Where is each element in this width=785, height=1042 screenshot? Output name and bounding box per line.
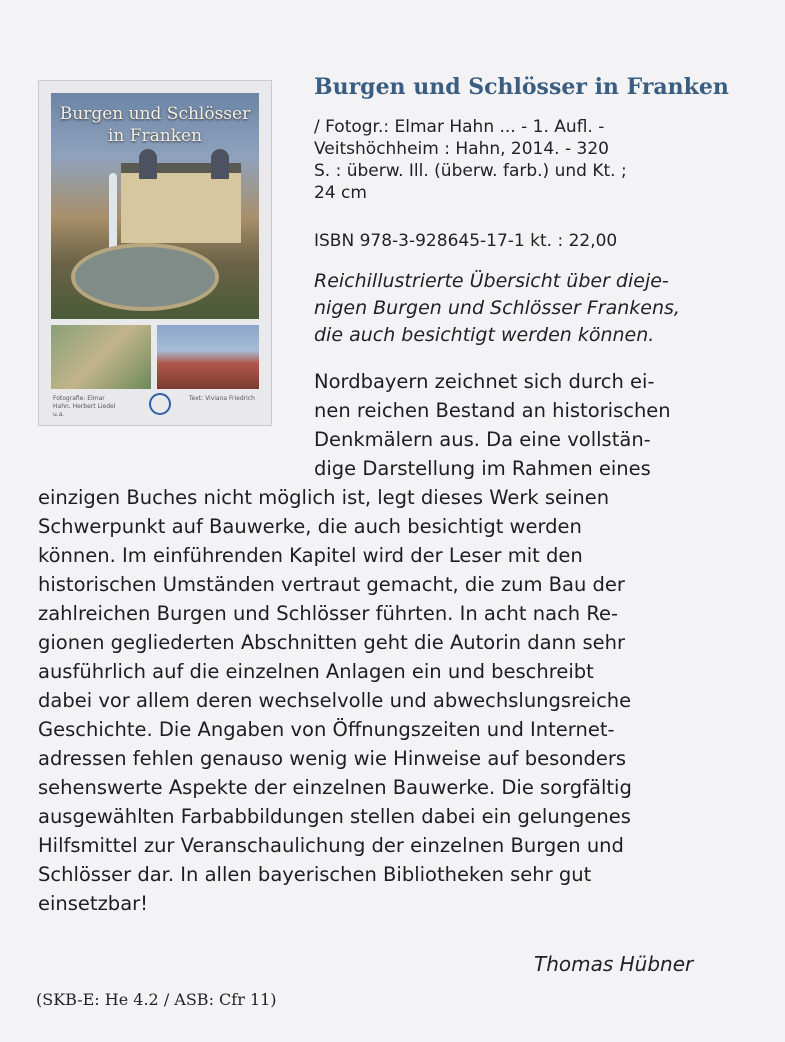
publisher-logo-icon bbox=[149, 393, 171, 415]
book-title: Burgen und Schlösser in Franken bbox=[314, 74, 729, 100]
cover-credit-text: Text: Viviana Friedrich bbox=[189, 395, 255, 402]
review-line: dige Darstellung im Rahmen eines bbox=[314, 457, 651, 480]
review-line: Geschichte. Die Angaben von Öffnungszeiten und Internet- bbox=[38, 718, 615, 741]
book-abstract: Reichillustrierte Übersicht über dieje- nigen Burgen und Schlösser Frankens, die auch besichtigt werden können. bbox=[314, 270, 680, 346]
review-line: adressen fehlen genauso wenig wie Hinweise auf besonders bbox=[38, 747, 627, 770]
review-line: ausführlich auf die einzelnen Anlagen ein und beschreibt bbox=[38, 660, 594, 683]
isbn-price: ISBN 978-3-928645-17-1 kt. : 22,00 bbox=[314, 231, 618, 251]
review-line: können. Im einführenden Kapitel wird der Leser mit den bbox=[38, 544, 583, 567]
review-line: Denkmälern aus. Da eine vollstän- bbox=[314, 428, 651, 451]
cover-credit-photos: Fotografie: Elmar Hahn, Herbert Liedel u.a. bbox=[53, 395, 116, 418]
book-cover-image bbox=[38, 80, 272, 426]
cover-title: Burgen und Schlösser in Franken bbox=[59, 104, 251, 146]
review-line: Schwerpunkt auf Bauwerke, die auch besichtigt werden bbox=[38, 515, 582, 538]
review-line: dabei vor allem deren wechselvolle und abwechslungsreiche bbox=[38, 689, 632, 712]
cover-photo-aerial bbox=[51, 325, 151, 389]
cover-main-photo bbox=[51, 93, 259, 319]
bibliographic-details: / Fotogr.: Elmar Hahn ... - 1. Aufl. - Veitshöchheim : Hahn, 2014. - 320 S. : überw. Ill. (überw. farb.) und Kt. ; 24 cm bbox=[314, 117, 627, 203]
review-line: zahlreichen Burgen und Schlösser führten. In acht nach Re- bbox=[38, 602, 619, 625]
review-line: Hilfsmittel zur Veranschaulichung der einzelnen Burgen und bbox=[38, 834, 624, 857]
review-line: sehenswerte Aspekte der einzelnen Bauwerke. Die sorgfältig bbox=[38, 776, 632, 799]
review-line: einzigen Buches nicht möglich ist, legt dieses Werk seinen bbox=[38, 486, 610, 509]
review-line: Nordbayern zeichnet sich durch ei- bbox=[314, 370, 655, 393]
review-line: historischen Umständen vertraut gemacht, die zum Bau der bbox=[38, 573, 625, 596]
classification-code: (SKB-E: He 4.2 / ASB: Cfr 11) bbox=[36, 990, 277, 1009]
review-line: nen reichen Bestand an historischen bbox=[314, 399, 671, 422]
review-line: Schlösser dar. In allen bayerischen Bibliotheken sehr gut bbox=[38, 863, 592, 886]
review-line: gionen gegliederten Abschnitten geht die Autorin dann sehr bbox=[38, 631, 626, 654]
review-line: ausgewählten Farbabbildungen stellen dabei ein gelungenes bbox=[38, 805, 631, 828]
review-line: einsetzbar! bbox=[38, 892, 148, 915]
cover-photo-castle bbox=[157, 325, 259, 389]
review-author: Thomas Hübner bbox=[534, 952, 694, 976]
